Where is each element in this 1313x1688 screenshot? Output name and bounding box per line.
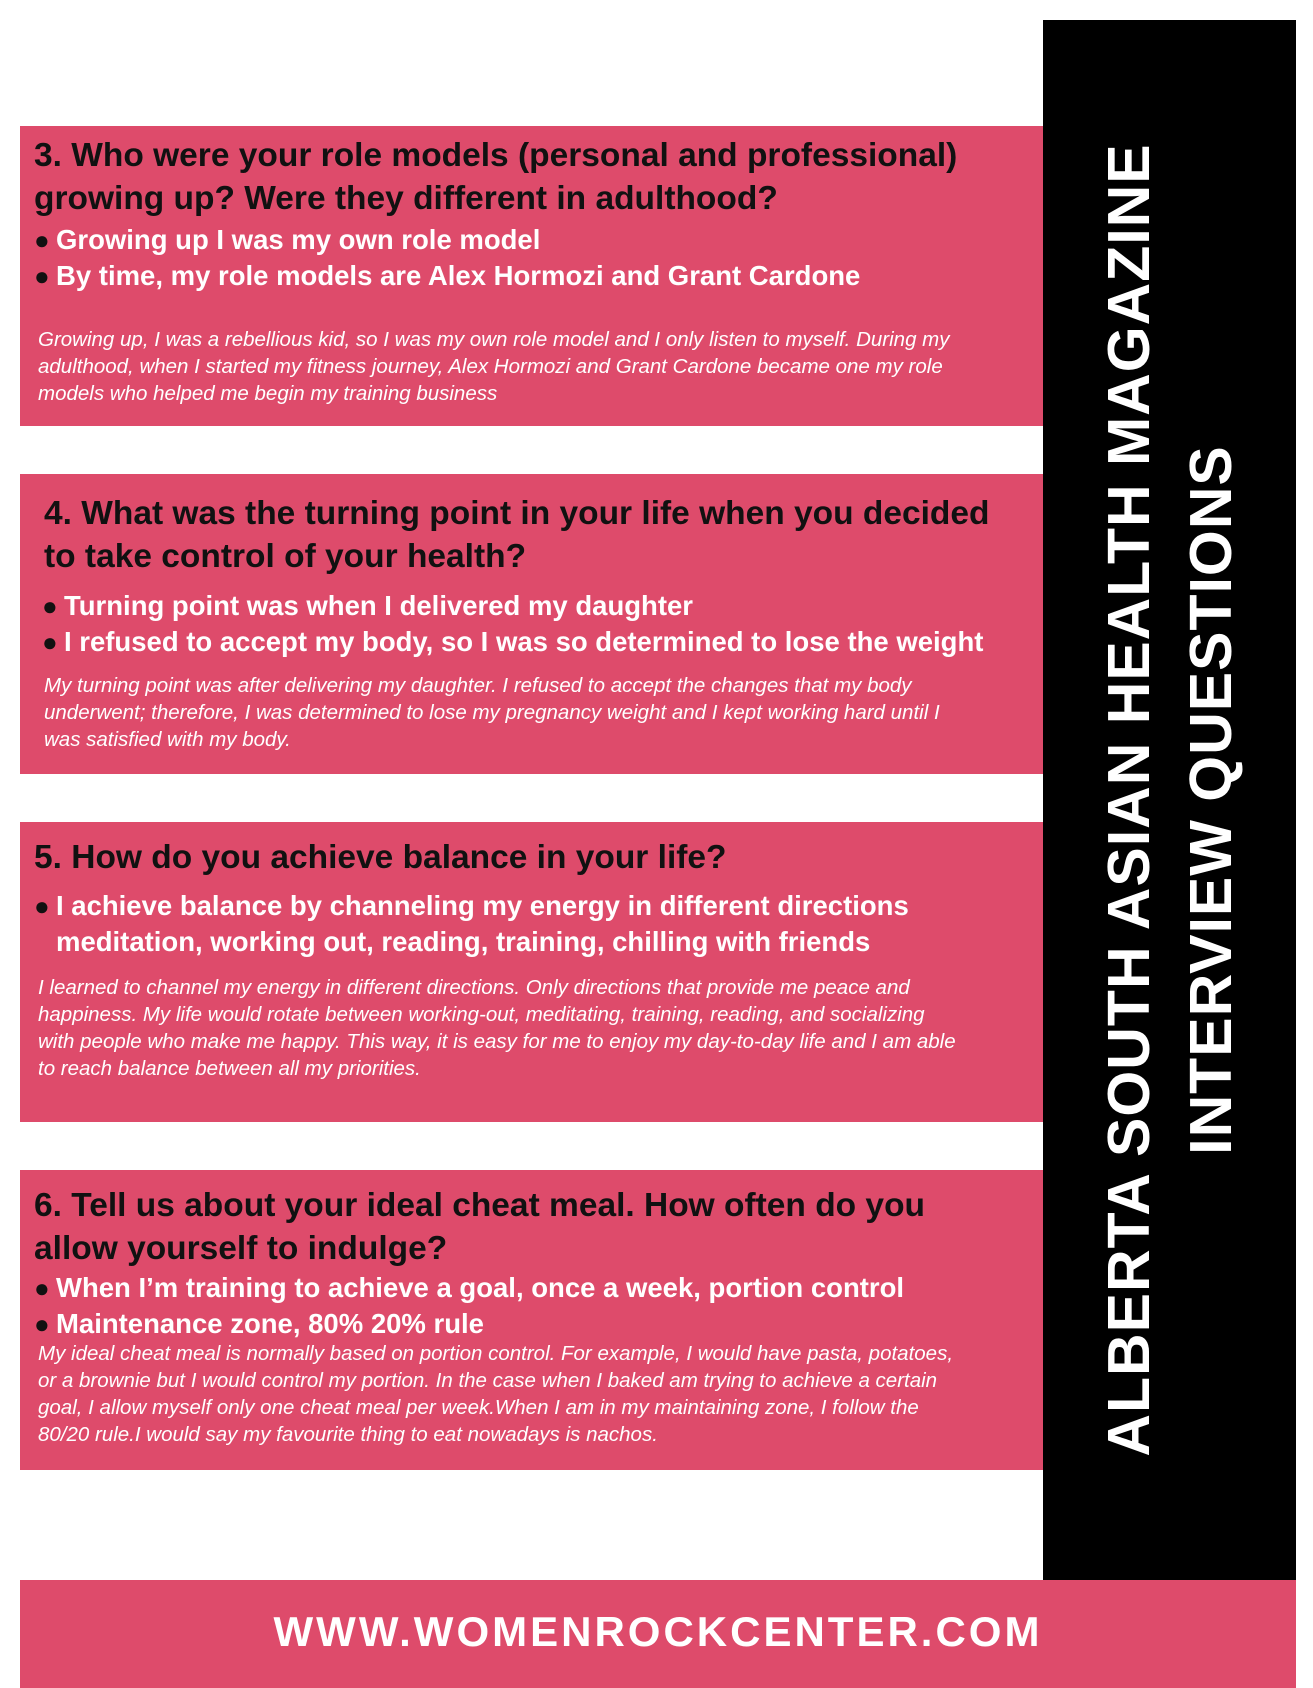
- section-title: INTERVIEW QUESTIONS: [1177, 445, 1244, 1155]
- bullet-item: ● Turning point was when I delivered my daughter: [42, 588, 1029, 624]
- bullet-icon: ●: [34, 261, 50, 291]
- question-panel-6: [20, 1170, 1043, 1470]
- sidebar-title: [1088, 70, 1252, 1530]
- question-title: 5. How do you achieve balance in your life?: [34, 839, 727, 876]
- question-panel-3: [20, 126, 1043, 426]
- question-panel-4: [20, 474, 1043, 774]
- question-title: 3. Who were your role models (personal and professional) growing up? Were they different in adulthood?: [34, 137, 958, 217]
- answer-bullets: [34, 222, 1029, 294]
- question-title: 4. What was the turning point in your life when you decided to take control of your health?: [44, 495, 990, 575]
- answer-bullets: [42, 588, 1029, 660]
- bullet-item: ● Maintenance zone, 80% 20% rule: [34, 1306, 1029, 1342]
- bullet-item: ● Growing up I was my own role model: [34, 222, 1029, 258]
- bullet-item: ● I achieve balance by channeling my energy in different directions meditation, working out, reading, training, chilling with friends: [34, 890, 909, 957]
- question-panel-5: [20, 822, 1043, 1122]
- magazine-title: ALBERTA SOUTH ASIAN HEALTH MAGAZINE: [1095, 143, 1162, 1457]
- website-link[interactable]: WWW.WOMENROCKCENTER.COM: [273, 1608, 1043, 1655]
- footer: [20, 1580, 1296, 1688]
- bullet-item: ● I refused to accept my body, so I was so determined to lose the weight: [42, 624, 1029, 660]
- question-title: 6. Tell us about your ideal cheat meal. How often do you allow yourself to indulge?: [34, 1187, 925, 1267]
- answer-body: My ideal cheat meal is normally based on portion control. For example, I would have pasta, potatoes, or a brownie but I would control my portion. In the case when I baked am trying to achieve a certain goal, I allow myself only one cheat meal per week.When I am in my maintaining zone, I follow the 80/20 rule.I would say my favourite thing to eat nowadays is nachos.: [38, 1342, 954, 1446]
- answer-bullets: [34, 1270, 1029, 1342]
- sidebar-title-bar: [1043, 20, 1296, 1580]
- bullet-item: ● By time, my role models are Alex Hormozi and Grant Cardone: [34, 258, 1029, 294]
- answer-bullets: [34, 888, 923, 959]
- bullet-icon: ●: [42, 627, 58, 657]
- answer-body: My turning point was after delivering my daughter. I refused to accept the changes that my body underwent; therefore, I was determined to lose my pregnancy weight and I kept working hard until I was satisfied with my body.: [44, 674, 940, 751]
- bullet-item: ● When I’m training to achieve a goal, once a week, portion control: [34, 1270, 1029, 1306]
- bullet-icon: ●: [34, 1309, 50, 1339]
- bullet-icon: ●: [42, 591, 58, 621]
- answer-body: I learned to channel my energy in different directions. Only directions that provide me peace and happiness. My life would rotate between working-out, meditating, training, reading, and socializing with people who make me happy. This way, it is easy for me to enjoy my day-to-day life and I am able to reach balance between all my priorities.: [38, 976, 956, 1080]
- bullet-icon: ●: [34, 891, 50, 921]
- answer-body: Growing up, I was a rebellious kid, so I was my own role model and I only listen to myself. During my adulthood, when I started my fitness journey, Alex Hormozi and Grant Cardone became one my role models who helped me begin my training business: [38, 328, 950, 405]
- bullet-icon: ●: [34, 1273, 50, 1303]
- bullet-icon: ●: [34, 225, 50, 255]
